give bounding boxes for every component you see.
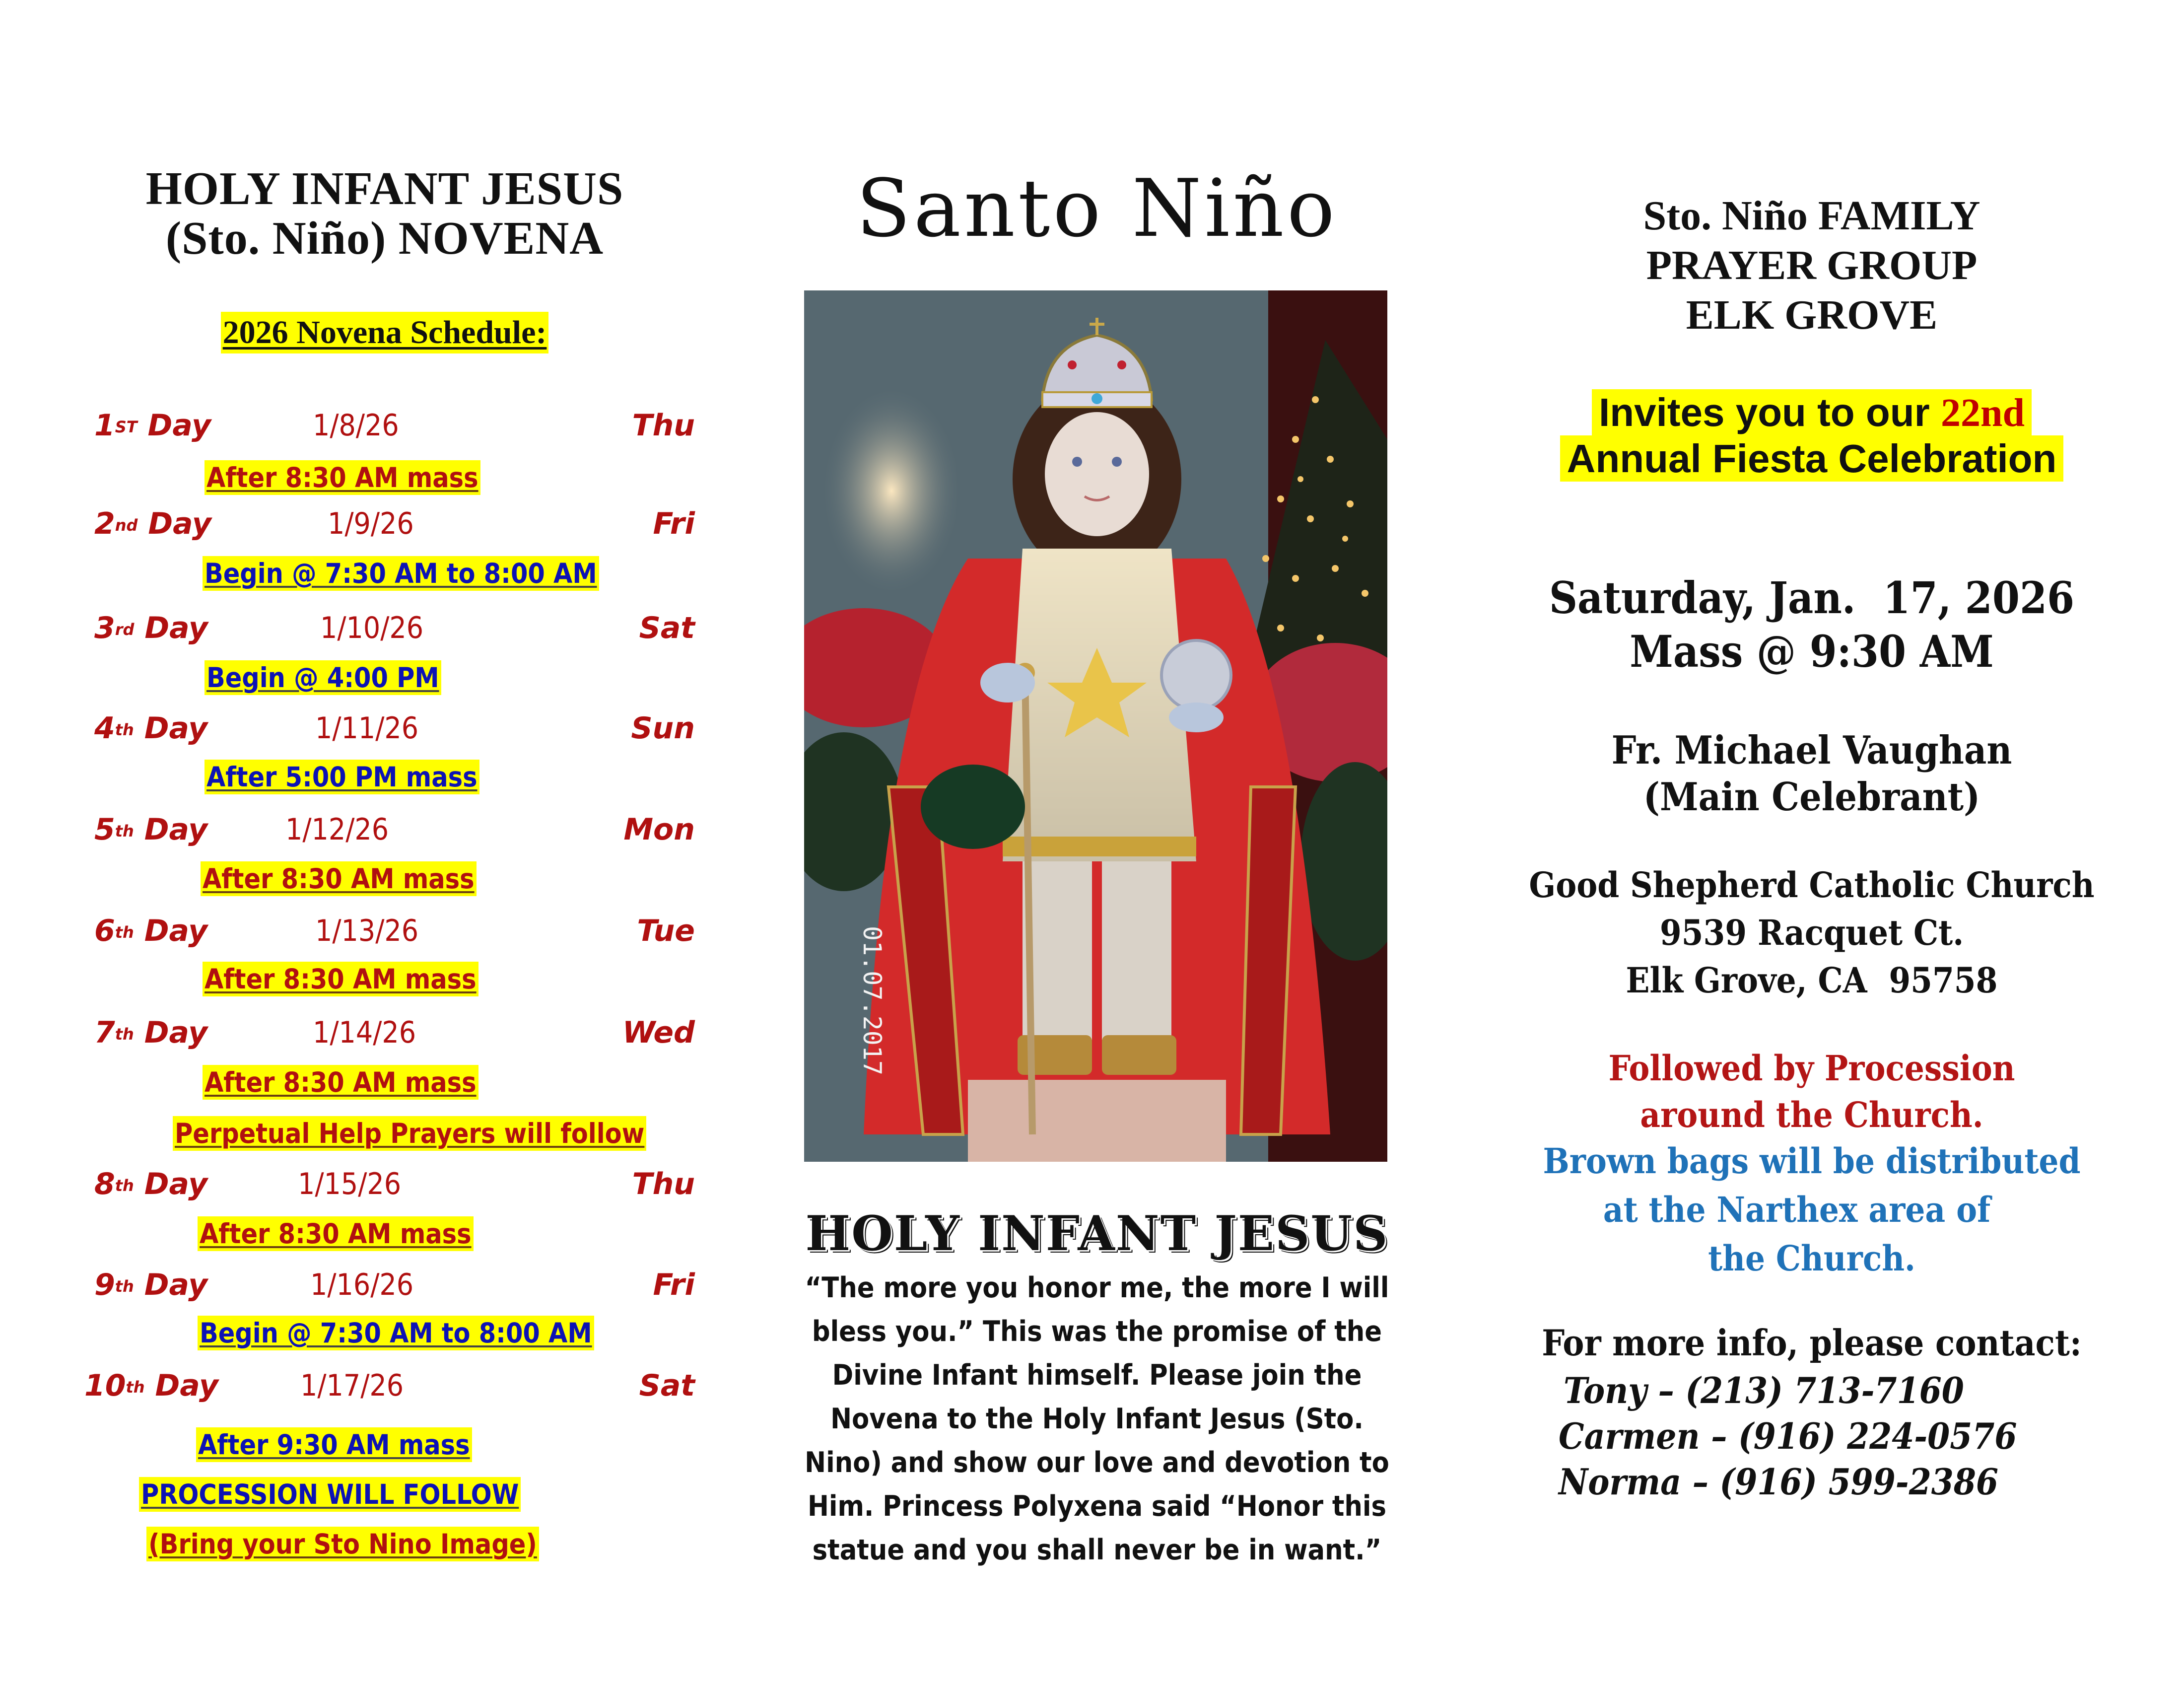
contact-phone: (213) 713-7160 [1685, 1369, 1964, 1411]
statue-photo-illustration [804, 290, 1387, 1162]
bring-image-note: (Bring your Sto Nino Image) [146, 1527, 539, 1561]
day-label: 7th Day [94, 1015, 208, 1050]
caption-title: HOLY INFANT JESUS [805, 1205, 1389, 1262]
procession-notice [1489, 1045, 2134, 1138]
day-note: After 8:30 AM mass [205, 460, 480, 495]
day-row [74, 711, 695, 751]
celebrant-name: Fr. Michael Vaughan [1611, 728, 2012, 773]
day-row [74, 812, 695, 852]
day-row [74, 1368, 695, 1408]
santo-nino-panel [774, 0, 1420, 1688]
caption-body [784, 1266, 1410, 1572]
day-date: 1/9/26 [328, 506, 414, 541]
procession-line: around the Church. [1640, 1094, 1983, 1135]
day-note: Perpetual Help Prayers will follow [173, 1116, 646, 1151]
org-line: ELK GROVE [1686, 292, 1938, 338]
day-row [74, 1267, 695, 1307]
day-note: After 8:30 AM mass [201, 861, 477, 896]
contact-phone: (916) 599-2386 [1719, 1461, 1998, 1503]
day-date: 1/17/26 [300, 1368, 404, 1403]
church-address [1489, 861, 2134, 1004]
caption-line: statue and you shall never be in want.” [812, 1534, 1382, 1566]
brownbag-line: at the Narthex area of [1603, 1189, 1991, 1230]
day-weekday: Thu [632, 1167, 695, 1201]
day-note: After 9:30 AM mass [196, 1427, 472, 1462]
santo-nino-title: Santo Niño [856, 162, 1338, 255]
prayer-group-title [1489, 191, 2134, 340]
day-weekday: Sat [639, 1368, 695, 1403]
caption-line: Nino) and show our love and devotion to [805, 1446, 1389, 1479]
day-row [74, 408, 695, 448]
day-note: After 8:30 AM mass [203, 1065, 478, 1100]
brownbag-line: Brown bags will be distributed [1543, 1140, 2081, 1182]
address-line: 9539 Racquet Ct. [1659, 912, 1964, 953]
address-line: Elk Grove, CA 95758 [1626, 960, 1998, 1001]
schedule-heading: 2026 Novena Schedule: [221, 312, 549, 353]
novena-title-line2: (Sto. Niño) NOVENA [165, 212, 604, 264]
day-label: 9th Day [94, 1267, 208, 1302]
day-note: Begin @ 7:30 AM to 8:00 AM [198, 1316, 594, 1350]
day-date: 1/15/26 [298, 1167, 402, 1201]
novena-title-line1: HOLY INFANT JESUS [145, 163, 624, 214]
day-date: 1/10/26 [320, 611, 424, 645]
day-row [74, 1015, 695, 1055]
day-row [74, 1167, 695, 1206]
celebrant [1489, 727, 2134, 821]
day-weekday: Thu [632, 408, 695, 443]
day-note: After 8:30 AM mass [198, 1216, 474, 1251]
santo-nino-photo [804, 290, 1387, 1162]
contact-item: Norma – (916) 599-2386 [1559, 1461, 1998, 1503]
procession-line: Followed by Procession [1608, 1048, 2015, 1089]
day-row [74, 611, 695, 650]
day-date: 1/16/26 [310, 1267, 414, 1302]
day-row [74, 506, 695, 546]
event-datetime [1489, 571, 2134, 678]
day-weekday: Mon [623, 812, 695, 847]
contact-item: Tony – (213) 713-7160 [1564, 1369, 1964, 1411]
contact-list [1559, 1368, 2105, 1505]
day-weekday: Tue [637, 914, 695, 948]
brown-bags-notice [1489, 1137, 2134, 1283]
caption-line: Novena to the Holy Infant Jesus (Sto. [830, 1403, 1364, 1435]
day-label: 4th Day [94, 711, 208, 746]
invite-line2: Annual Fiesta Celebration [1560, 435, 2064, 482]
anniversary-number: 22nd [1940, 391, 2025, 435]
day-label: 10th Day [84, 1368, 219, 1403]
contact-item: Carmen – (916) 224-0576 [1559, 1415, 2017, 1457]
caption-line: “The more you honor me, the more I will [805, 1271, 1389, 1304]
day-date: 1/13/26 [315, 914, 419, 948]
day-note: Begin @ 4:00 PM [205, 660, 441, 695]
fiesta-invitation-panel [1489, 0, 2134, 1688]
day-label: 5th Day [94, 812, 208, 847]
celebrant-role: (Main Celebrant) [1643, 774, 1980, 820]
day-note: After 5:00 PM mass [205, 760, 479, 794]
day-weekday: Sat [639, 611, 695, 645]
event-date: Saturday, Jan. 17, 2026 [1549, 572, 2075, 624]
caption-line: Divine Infant himself. Please join the [832, 1359, 1362, 1392]
day-label: 1ST Day [94, 408, 211, 443]
caption-line: Him. Princess Polyxena said “Honor this [808, 1490, 1386, 1523]
day-date: 1/12/26 [285, 812, 389, 847]
day-row [74, 914, 695, 953]
mass-time: Mass @ 9:30 AM [1630, 626, 1994, 677]
photo-date-stamp: 01.07.2017 [858, 926, 887, 1076]
address-line: Good Shepherd Catholic Church [1529, 864, 2095, 906]
day-note: After 8:30 AM mass [203, 962, 478, 996]
invite-line1: Invites you to our 22nd [1592, 389, 2032, 435]
schedule-heading-wrap [74, 312, 695, 353]
novena-schedule-panel [74, 0, 695, 1688]
day-label: 6th Day [94, 914, 208, 948]
org-line: Sto. Niño FAMILY [1643, 193, 1980, 239]
day-label: 8th Day [94, 1167, 208, 1201]
day-weekday: Fri [653, 506, 695, 541]
day-label: 3rd Day [94, 611, 208, 645]
day-date: 1/11/26 [315, 711, 419, 746]
day-date: 1/8/26 [313, 408, 399, 443]
procession-note: PROCESSION WILL FOLLOW [139, 1477, 521, 1512]
caption-line: bless you.” This was the promise of the [812, 1315, 1382, 1348]
day-date: 1/14/26 [313, 1015, 416, 1050]
brownbag-line: the Church. [1708, 1238, 1915, 1279]
day-weekday: Fri [653, 1267, 695, 1302]
contact-heading: For more info, please contact: [1542, 1322, 2082, 1364]
org-line: PRAYER GROUP [1646, 242, 1978, 288]
novena-title [74, 164, 695, 263]
day-weekday: Wed [622, 1015, 695, 1050]
day-label: 2nd Day [94, 506, 211, 541]
day-weekday: Sun [631, 711, 695, 746]
fiesta-invitation [1489, 390, 2134, 482]
day-note: Begin @ 7:30 AM to 8:00 AM [203, 556, 599, 591]
contact-phone: (916) 224-0576 [1738, 1415, 2017, 1457]
